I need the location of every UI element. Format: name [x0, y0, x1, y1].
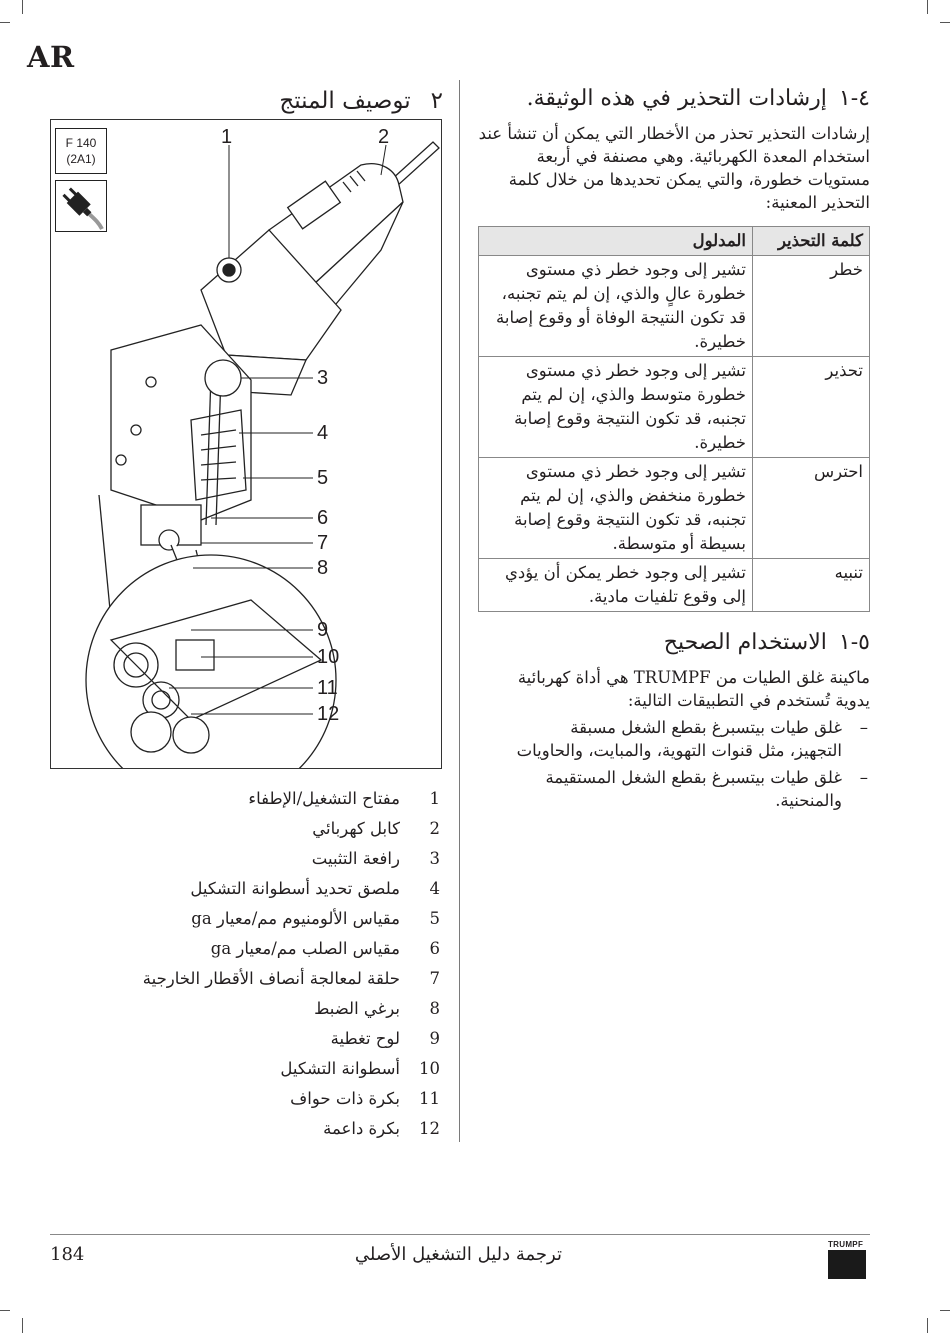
list-dash: – [859, 768, 868, 787]
shear-tool-drawing [51, 120, 441, 768]
part-number: 1 [429, 789, 440, 808]
list-item [60, 814, 440, 844]
crop-mark [940, 22, 950, 23]
language-code: AR [27, 40, 75, 74]
list-item [60, 994, 440, 1024]
list-item [478, 716, 868, 762]
crop-mark [0, 22, 10, 23]
logo-text: TRUMPF [828, 1240, 864, 1249]
trumpf-logo [828, 1240, 868, 1280]
part-number: 3 [429, 849, 440, 868]
callout-2: 2 [378, 126, 390, 148]
list-item [60, 784, 440, 814]
callout-3: 3 [317, 367, 329, 389]
part-number: 12 [419, 1119, 440, 1138]
logo-block [828, 1250, 866, 1279]
list-item-text: غلق طيات بيتسبرغ بقطع الشغل مسبقة التجهيز، مثل قنوات التهوية، والمبايت، والحاويات [516, 718, 842, 760]
part-number: 4 [429, 879, 440, 898]
column-divider [459, 80, 460, 1142]
part-number: 7 [429, 969, 440, 988]
list-item [60, 1114, 440, 1144]
list-item [60, 964, 440, 994]
column-header: كلمة التحذير [753, 227, 870, 256]
part-name: حلقة لمعالجة أنصاف الأقطار الخارجية [142, 969, 400, 988]
part-number: 11 [419, 1089, 440, 1108]
intended-use-list [478, 716, 870, 812]
warnings-intro: إرشادات التحذير تحذر من الأخطار التي يمكن أن تنشأ عند استخدام المعدة الكهربائية. وهي مصنفة في أربعة مستويات خطورة، والتي يمكن تحديدها من خلال كلمة التحذير المعنية: [478, 124, 870, 212]
signal-meaning: تشير إلى وجود خطر ذي مستوى خطورة منخفض والذي، إن لم يتم تجنبه، قد تكون النتيجة وقوع إصابة بسيطة أو متوسطة. [479, 458, 753, 559]
warning-table [478, 226, 870, 612]
model-number: F 140 [65, 136, 97, 150]
part-name: مقياس الألومنيوم مم/معيار ga [191, 909, 400, 928]
parts-list [60, 784, 440, 1144]
model-variant: (2A1) [66, 152, 96, 166]
table-header-row [479, 227, 870, 256]
footer-title: ترجمة دليل التشغيل الأصلي [354, 1244, 562, 1265]
intended-use-intro: ماكينة غلق الطيات من TRUMPF هي أداة كهربائية يدوية تُستخدم في التطبيقات التالية: [517, 668, 870, 710]
table-row [479, 357, 870, 458]
list-item [60, 1054, 440, 1084]
section-title: الاستخدام الصحيح [663, 630, 827, 655]
list-item [60, 1024, 440, 1054]
callout-6: 6 [317, 507, 329, 529]
list-item [60, 844, 440, 874]
signal-meaning: تشير إلى وجود خطر ذي مستوى خطورة عالٍ والذي، إن لم يتم تجنبه، قد تكون النتيجة الوفاة أو وقوع إصابة خطيرة. [479, 256, 753, 357]
part-number: 9 [429, 1029, 440, 1048]
signal-word: تنبيه [753, 559, 870, 612]
table-row [479, 458, 870, 559]
crop-mark [927, 0, 928, 14]
signal-word: تحذير [753, 357, 870, 458]
part-name: برغي الضبط [314, 999, 400, 1018]
list-item [60, 1084, 440, 1114]
callout-4: 4 [317, 422, 329, 444]
section-number: ٢ [430, 88, 443, 114]
part-name: ملصق تحديد أسطوانة التشكيل [190, 879, 400, 898]
section-heading-product-description [250, 82, 443, 120]
section-number: ٤-١ [838, 86, 870, 111]
part-name: لوح تغطية [330, 1029, 400, 1048]
callout-8: 8 [317, 557, 329, 579]
part-name: مقياس الصلب مم/معيار ga [210, 939, 400, 958]
section-title: إرشادات التحذير في هذه الوثيقة. [526, 86, 827, 111]
list-item [60, 934, 440, 964]
part-name: بكرة ذات حواف [290, 1089, 400, 1108]
crop-mark [22, 1318, 23, 1333]
signal-word: خطر [753, 256, 870, 357]
callout-12: 12 [317, 703, 340, 725]
signal-meaning: تشير إلى وجود خطر يمكن أن يؤدي إلى وقوع تلفيات مادية. [479, 559, 753, 612]
part-number: 8 [429, 999, 440, 1018]
callout-9: 9 [317, 619, 329, 641]
section-title: توصيف المنتج [279, 88, 411, 114]
callout-7: 7 [317, 532, 329, 554]
part-number: 5 [429, 909, 440, 928]
section-number: ٥-١ [838, 630, 870, 655]
part-name: رافعة التثبيت [311, 849, 400, 868]
list-item [60, 874, 440, 904]
column-header: المدلول [479, 227, 753, 256]
list-dash: – [859, 718, 868, 737]
part-name: بكرة داعمة [323, 1119, 400, 1138]
crop-mark [927, 1318, 928, 1333]
crop-mark [0, 1310, 10, 1311]
signal-meaning: تشير إلى وجود خطر ذي مستوى خطورة متوسط والذي، إن لم يتم تجنبه، قد تكون النتيجة وقوع إصابة خطيرة. [479, 357, 753, 458]
product-figure [50, 119, 442, 769]
page-number: 184 [50, 1244, 85, 1265]
part-number: 6 [429, 939, 440, 958]
crop-mark [22, 0, 23, 14]
section-heading-intended-use [478, 626, 870, 660]
callout-5: 5 [317, 467, 329, 489]
crop-mark [940, 1310, 950, 1311]
part-name: كابل كهربائي [312, 819, 400, 838]
callout-10: 10 [317, 646, 340, 668]
part-number: 10 [419, 1059, 440, 1078]
list-item [478, 766, 868, 812]
callout-11: 11 [317, 677, 338, 699]
right-column [478, 82, 870, 816]
table-row [479, 559, 870, 612]
footer-rule [50, 1234, 870, 1235]
list-item-text: غلق طيات بيتسبرغ بقطع الشغل المستقيمة والمنحنية. [545, 768, 842, 810]
callout-1: 1 [221, 126, 233, 148]
part-name: مفتاح التشغيل/الإطفاء [248, 789, 400, 808]
part-number: 2 [429, 819, 440, 838]
section-heading-warnings [478, 82, 870, 116]
part-name: أسطوانة التشكيل [280, 1059, 400, 1078]
list-item [60, 904, 440, 934]
table-row [479, 256, 870, 357]
signal-word: احترس [753, 458, 870, 559]
